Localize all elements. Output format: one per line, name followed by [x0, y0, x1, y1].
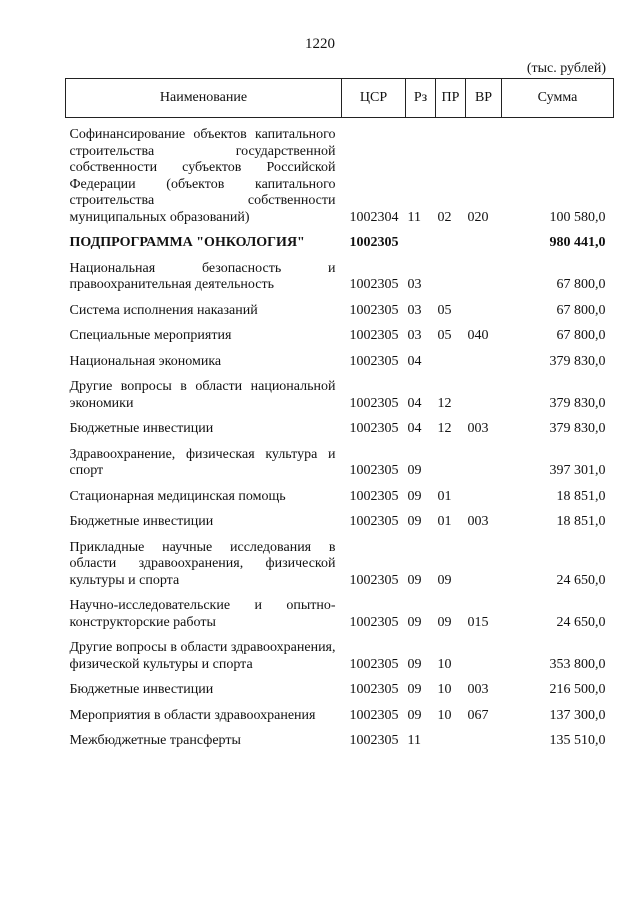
cell-pr: 05 [437, 302, 452, 318]
cell-name: Стационарная медицинская помощь [69, 488, 286, 504]
cell-rz: 09 [407, 463, 422, 478]
cell-rz: 03 [407, 277, 422, 292]
cell-name: Прикладные научные исследования в области здравоохранения, физической культуры и спорта [69, 539, 336, 588]
cell-name: Национальная безопасность и правоохранительная деятельность [69, 260, 336, 292]
cell-name: Другие вопросы в области здравоохранения, физической культуры и спорта [69, 640, 336, 672]
cell-pr: 01 [437, 514, 452, 529]
cell-csr: 1002305 [349, 656, 399, 672]
cell-pr: 02 [437, 209, 452, 225]
cell-sum: 137 300,0 [549, 707, 606, 723]
cell-vr: 015 [467, 614, 489, 630]
cell-vr [466, 438, 502, 480]
cell-csr: 1002305 [349, 488, 399, 504]
cell-sum: 379 830,0 [549, 353, 606, 369]
table-row [66, 438, 614, 480]
table-row [66, 252, 614, 294]
table-header [66, 79, 614, 118]
table-row [66, 631, 614, 673]
cell-pr [436, 345, 466, 371]
cell-rz [406, 226, 436, 252]
table-row [66, 589, 614, 631]
cell-sum: 18 851,0 [556, 514, 606, 529]
table-row [66, 412, 614, 438]
cell-vr [466, 480, 502, 506]
cell-pr [436, 226, 466, 252]
cell-pr: 10 [437, 707, 452, 723]
cell-csr: 1002305 [349, 421, 399, 436]
cell-pr: 12 [437, 421, 452, 436]
table-row [66, 531, 614, 590]
table-row [66, 319, 614, 345]
cell-csr: 1002305 [349, 514, 399, 529]
cell-sum: 100 580,0 [549, 209, 606, 225]
cell-rz: 11 [407, 209, 421, 225]
cell-vr: 040 [467, 328, 489, 343]
cell-rz: 04 [407, 421, 422, 436]
table-row [66, 480, 614, 506]
cell-pr: 09 [437, 614, 452, 630]
cell-sum: 379 830,0 [549, 421, 606, 436]
cell-rz: 04 [407, 395, 422, 411]
cell-name: Межбюджетные трансферты [69, 733, 241, 748]
table-row [66, 370, 614, 412]
cell-csr: 1002305 [349, 682, 399, 697]
table-row [66, 505, 614, 531]
cell-sum: 216 500,0 [549, 682, 606, 697]
cell-rz: 09 [407, 707, 422, 723]
cell-sum: 379 830,0 [549, 395, 606, 411]
cell-sum: 24 650,0 [556, 614, 606, 630]
cell-vr: 003 [467, 514, 489, 529]
cell-pr: 01 [437, 488, 452, 504]
cell-csr: 1002305 [349, 733, 399, 748]
table-row [66, 673, 614, 699]
cell-sum: 135 510,0 [549, 733, 606, 748]
cell-pr: 09 [437, 572, 452, 588]
cell-csr: 1002305 [349, 572, 399, 588]
cell-name: Бюджетные инвестиции [69, 682, 214, 697]
cell-name: Система исполнения наказаний [69, 302, 258, 318]
cell-vr [466, 531, 502, 590]
cell-rz: 03 [407, 302, 422, 318]
cell-csr: 1002305 [349, 353, 399, 369]
header-csr: ЦСР [342, 79, 406, 118]
cell-csr: 1002305 [349, 235, 399, 250]
cell-vr [466, 226, 502, 252]
cell-name: Софинансирование объектов капитального строительства государственной собственности субъектов Российской Федерации (объектов капитального строительства собственности муниципальных образований) [69, 127, 336, 225]
cell-name: Национальная экономика [69, 353, 222, 369]
cell-pr [436, 438, 466, 480]
cell-vr [466, 631, 502, 673]
budget-table [65, 78, 614, 750]
cell-rz: 09 [407, 572, 422, 588]
cell-sum: 24 650,0 [556, 572, 606, 588]
cell-pr: 05 [437, 328, 452, 343]
cell-pr [436, 252, 466, 294]
cell-rz: 09 [407, 514, 422, 529]
cell-vr: 003 [467, 421, 489, 436]
cell-rz: 04 [407, 353, 422, 369]
cell-vr [466, 345, 502, 371]
cell-name: Бюджетные инвестиции [69, 421, 214, 436]
cell-vr: 003 [467, 682, 489, 697]
cell-sum: 353 800,0 [549, 656, 606, 672]
cell-csr: 1002305 [349, 463, 399, 478]
cell-rz: 03 [407, 328, 422, 343]
cell-name: Здравоохранение, физическая культура и спорт [69, 446, 336, 478]
cell-sum: 397 301,0 [549, 463, 606, 478]
cell-name: Мероприятия в области здравоохранения [69, 707, 316, 723]
cell-name: Другие вопросы в области национальной экономики [69, 379, 336, 411]
cell-csr: 1002305 [349, 277, 399, 292]
table-row [66, 699, 614, 725]
cell-csr: 1002305 [349, 302, 399, 318]
cell-sum: 67 800,0 [556, 277, 606, 292]
cell-pr: 12 [437, 395, 452, 411]
header-name: Наименование [66, 79, 342, 118]
cell-csr: 1002305 [349, 395, 399, 411]
cell-sum: 18 851,0 [556, 488, 606, 504]
cell-csr: 1002304 [349, 209, 399, 225]
page-number: 1220 [305, 36, 335, 52]
table-row [66, 118, 614, 227]
table-row [66, 294, 614, 320]
cell-vr: 067 [467, 707, 489, 723]
table-row [66, 226, 614, 252]
cell-csr: 1002305 [349, 707, 399, 723]
header-sum: Сумма [502, 79, 614, 118]
header-pr: ПР [436, 79, 466, 118]
cell-vr [466, 294, 502, 320]
cell-rz: 11 [407, 733, 421, 748]
header-rz: Рз [406, 79, 436, 118]
cell-vr [466, 724, 502, 750]
units-label: (тыс. рублей) [526, 61, 606, 76]
cell-rz: 09 [407, 614, 422, 630]
cell-name: Специальные мероприятия [69, 328, 232, 343]
cell-vr [466, 252, 502, 294]
cell-name: Научно-исследовательские и опытно-конструкторские работы [69, 598, 336, 630]
cell-sum: 67 800,0 [556, 328, 606, 343]
cell-rz: 09 [407, 682, 422, 697]
cell-pr: 10 [437, 682, 452, 697]
cell-pr: 10 [437, 656, 452, 672]
cell-name: Бюджетные инвестиции [69, 514, 214, 529]
cell-rz: 09 [407, 656, 422, 672]
table-body [66, 118, 614, 750]
cell-rz: 09 [407, 488, 422, 504]
cell-csr: 1002305 [349, 614, 399, 630]
cell-vr [466, 370, 502, 412]
cell-pr [436, 724, 466, 750]
cell-vr: 020 [467, 209, 489, 225]
cell-sum: 67 800,0 [556, 302, 606, 318]
table-row [66, 345, 614, 371]
cell-sum: 980 441,0 [549, 235, 606, 250]
header-vr: ВР [466, 79, 502, 118]
cell-csr: 1002305 [349, 328, 399, 343]
table-row [66, 724, 614, 750]
cell-name: ПОДПРОГРАММА "ОНКОЛОГИЯ" [69, 235, 305, 250]
